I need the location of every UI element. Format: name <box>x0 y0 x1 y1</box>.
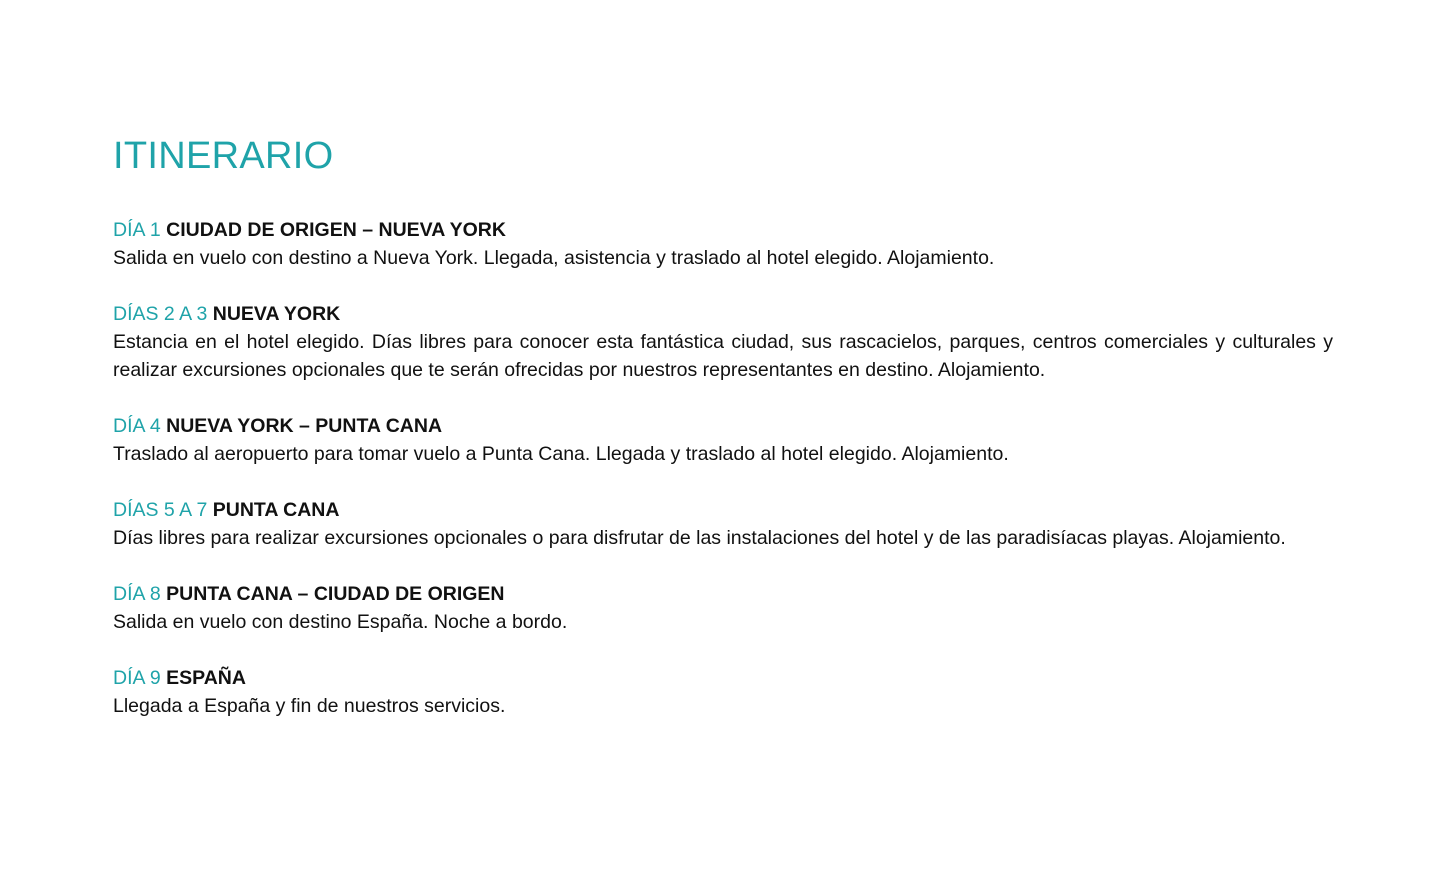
itinerary-day-4 <box>113 412 1333 468</box>
day-description: Llegada a España y fin de nuestros servicios. <box>113 695 506 717</box>
day-label: DÍA 9 <box>113 667 161 689</box>
day-label: DÍAS 5 A 7 <box>113 499 208 521</box>
day-heading <box>113 216 1333 244</box>
itinerary-day-2-3 <box>113 300 1333 384</box>
day-heading <box>113 580 1333 608</box>
day-description: Salida en vuelo con destino a Nueva York. Llegada, asistencia y traslado al hotel elegido. Alojamiento. <box>113 247 995 269</box>
day-description: Salida en vuelo con destino España. Noche a bordo. <box>113 611 568 633</box>
day-heading <box>113 664 1333 692</box>
day-description: Traslado al aeropuerto para tomar vuelo a Punta Cana. Llegada y traslado al hotel elegido. Alojamiento. <box>113 443 1009 465</box>
day-route: ESPAÑA <box>166 667 246 689</box>
day-heading <box>113 300 1333 328</box>
day-description: Estancia en el hotel elegido. Días libres para conocer esta fantástica ciudad, sus rascacielos, parques, centros comerciales y culturales y realizar excursiones opcionales que te serán ofrecidas por nuestros representantes en destino. Alojamiento. <box>113 331 1333 381</box>
itinerary-day-1 <box>113 216 1333 272</box>
day-label: DÍA 8 <box>113 583 161 605</box>
day-route: PUNTA CANA <box>212 499 340 521</box>
day-label: DÍA 1 <box>113 219 161 241</box>
day-label: DÍA 4 <box>113 415 161 437</box>
itinerary-page <box>113 134 1333 748</box>
page-title: ITINERARIO <box>113 135 334 177</box>
day-route: CIUDAD DE ORIGEN – NUEVA YORK <box>166 219 506 241</box>
itinerary-day-5-7 <box>113 496 1333 552</box>
itinerary-day-8 <box>113 580 1333 636</box>
day-route: NUEVA YORK <box>212 303 341 325</box>
day-route: PUNTA CANA – CIUDAD DE ORIGEN <box>166 583 505 605</box>
day-heading <box>113 412 1333 440</box>
day-route: NUEVA YORK – PUNTA CANA <box>166 415 443 437</box>
itinerary-day-9 <box>113 664 1333 720</box>
day-description: Días libres para realizar excursiones opcionales o para disfrutar de las instalaciones del hotel y de las paradisíacas playas. Alojamiento. <box>113 527 1286 549</box>
day-heading <box>113 496 1333 524</box>
day-label: DÍAS 2 A 3 <box>113 303 208 325</box>
